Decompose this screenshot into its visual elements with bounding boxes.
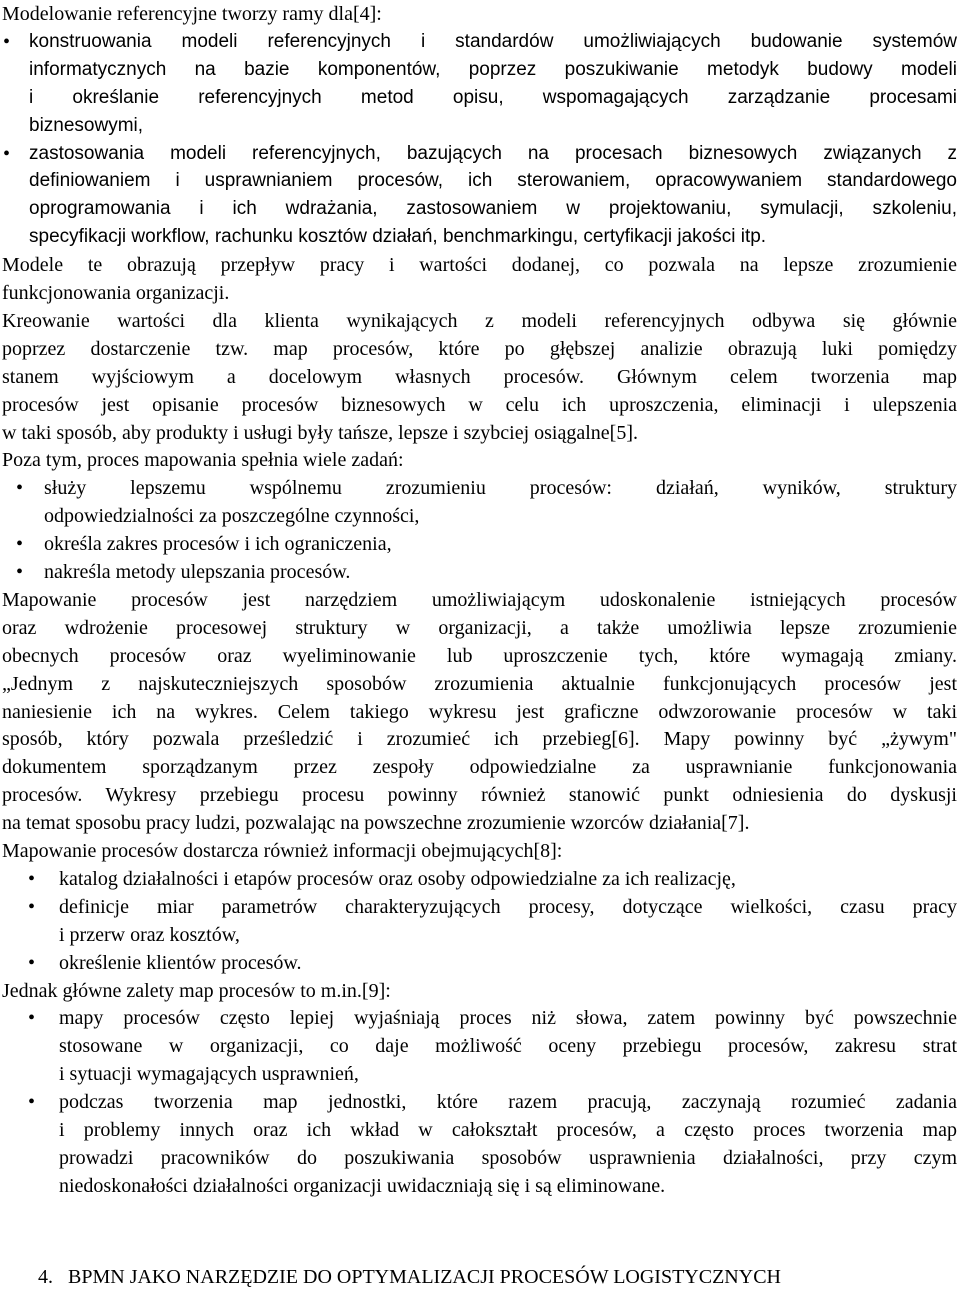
paragraph-line: Kreowanie wartości dla klienta wynikających z modeli referencyjnych odbywa się głównie <box>2 309 957 332</box>
paragraph-line: Mapowanie procesów dostarcza również informacji obejmujących[8]: <box>2 840 563 862</box>
bullet-text-line: i przerw oraz kosztów, <box>59 923 240 946</box>
paragraph-line: Poza tym, proces mapowania spełnia wiele zadań: <box>2 449 404 472</box>
paragraph-line: funkcjonowania organizacji. <box>2 282 230 304</box>
paragraph-line: dokumentem sporządzanym przez zespoły odpowiedzialne za usprawnianie funkcjonowania <box>2 756 957 779</box>
bullet-text-line: i określanie referencyjnych metod opisu, wspomagających zarządzanie procesami <box>29 86 957 108</box>
paragraph-line: oraz wdrożenie procesowej struktury w organizacji, a także umożliwia lepsze zrozumienie <box>2 616 957 639</box>
bullet-marker: • <box>28 895 36 918</box>
section-heading <box>38 1263 781 1291</box>
bullet-text-line: niedoskonałości działalności organizacji uwidaczniają się i są eliminowane. <box>59 1174 666 1197</box>
bullet-text-line: określa zakres procesów i ich ograniczenia, <box>44 533 392 556</box>
bullet-text-line: konstruowania modeli referencyjnych i standardów umożliwiających budowanie systemów <box>29 30 957 52</box>
bullet-text-line: i problemy innych oraz ich wkład w całokształt procesów, a często proces tworzenia map <box>59 1119 957 1141</box>
bullet-text-line: i sytuacji wymagających usprawnień, <box>59 1063 359 1086</box>
bullet-text-line: informatycznych na bazie komponentów, poprzez poszukiwanie metodyk budowy modeli <box>29 58 957 80</box>
bullet-marker: • <box>28 1007 36 1030</box>
section-heading-title: BPMN JAKO NARZĘDZIE DO OPTYMALIZACJI PROCESÓW LOGISTYCZNYCH <box>68 1266 781 1288</box>
section-heading-number: 4. <box>38 1266 53 1288</box>
bullet-text-line: mapy procesów często lepiej wyjaśniają proces niż słowa, zatem powinny być powszechnie <box>59 1007 957 1030</box>
paragraph-line: naniesienie ich na wykres. Celem takiego wykresu jest graficzne odwzorowanie procesów w taki <box>2 700 957 723</box>
paragraph-line: w taki sposób, aby produkty i usługi były tańsze, lepsze i szybciej osiągalne[5]. <box>2 421 638 444</box>
bullet-text-line: katalog działalności i etapów procesów oraz osoby odpowiedzialne za ich realizację, <box>59 867 736 890</box>
paragraph-line: poprzez dostarczenie tzw. map procesów, które po głębszej analizie obrazują luki pomiędzy <box>2 337 957 360</box>
bullet-text-line: biznesowymi, <box>29 114 144 136</box>
bullet-text-line: zastosowania modeli referencyjnych, bazujących na procesach biznesowych związanych z <box>29 142 957 164</box>
paragraph-line: stanem wyjściowym a docelowym własnych procesów. Głównym celem tworzenia map <box>2 365 957 388</box>
paragraph-line: procesów. Wykresy przebiegu procesu powinny również stanowić punkt odniesienia do dyskusji <box>2 784 957 807</box>
bullet-marker: • <box>28 1091 36 1114</box>
paragraph-line: Modele te obrazują przepływ pracy i wartości dodanej, co pozwala na lepsze zrozumienie <box>2 254 957 277</box>
bullet-text-line: podczas tworzenia map jednostki, które razem pracują, zaczynają rozumieć zadania <box>59 1091 957 1114</box>
bullet-text-line: specyfikacji workflow, rachunku kosztów działań, benchmarkingu, certyfikacji jakości itp. <box>29 226 767 248</box>
bullet-text-line: stosowane w organizacji, co daje możliwość oceny przebiegu procesów, zakresu strat <box>59 1035 957 1058</box>
bullet-marker: • <box>16 533 24 556</box>
paragraph-line: Mapowanie procesów jest narzędziem umożliwiającym udoskonalenie istniejących procesów <box>2 588 957 611</box>
paragraph-line: procesów jest opisanie procesów biznesowych w celu ich uproszczenia, eliminacji i ulepszenia <box>2 393 957 416</box>
paragraph-line: „Jednym z najskuteczniejszych sposobów zrozumienia aktualnie funkcjonujących procesów jest <box>2 672 957 695</box>
bullet-marker: • <box>16 561 24 583</box>
paragraph-line: na temat sposobu pracy ludzi, pozwalając na powszechne zrozumienie wzorców działania[7]. <box>2 812 750 835</box>
bullet-text-line: definicje miar parametrów charakteryzujących procesy, dotyczące wielkości, czasu pracy <box>59 895 957 918</box>
bullet-text-line: prowadzi pracowników do poszukiwania sposobów usprawnienia działalności, przy czym <box>59 1146 957 1169</box>
paragraph-line: obecnych procesów oraz wyeliminowanie lub uproszczenie tych, które wymagają zmiany. <box>2 644 957 667</box>
bullet-text-line: oprogramowania i ich wdrażania, zastosowaniem w projektowaniu, symulacji, szkoleniu, <box>29 198 957 220</box>
paragraph-line: Jednak główne zalety map procesów to m.in.[9]: <box>2 979 391 1002</box>
bullet-text-line: nakreśla metody ulepszania procesów. <box>44 561 351 583</box>
bullet-marker: • <box>28 867 36 890</box>
bullet-marker: • <box>28 951 36 974</box>
bullet-text-line: służy lepszemu wspólnemu zrozumieniu procesów: działań, wyników, struktury <box>44 477 957 500</box>
paragraph-line: Modelowanie referencyjne tworzy ramy dla[4]: <box>2 3 382 25</box>
bullet-text-line: definiowaniem i usprawnianiem procesów, ich sterowaniem, opracowywaniem standardowego <box>29 170 957 192</box>
bullet-marker: • <box>3 142 11 165</box>
paragraph-line: sposób, który pozwala prześledzić i zrozumieć ich przebieg[6]. Mapy powinny być „żywym" <box>2 728 957 751</box>
bullet-marker: • <box>16 477 24 500</box>
bullet-text-line: odpowiedzialności za poszczególne czynności, <box>44 505 420 528</box>
bullet-text-line: określenie klientów procesów. <box>59 951 302 974</box>
bullet-marker: • <box>3 30 11 53</box>
